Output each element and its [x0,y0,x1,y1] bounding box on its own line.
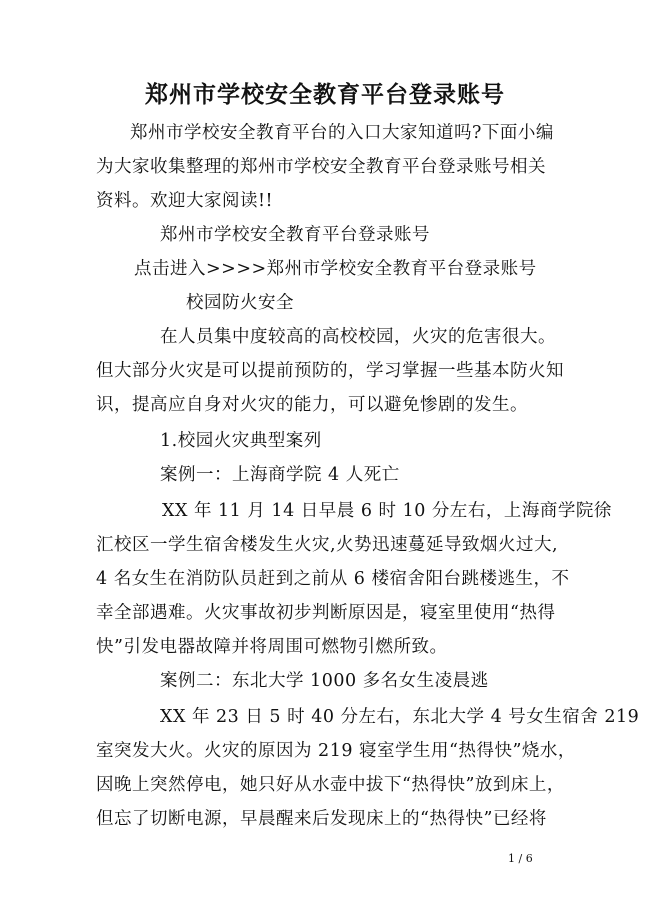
case1-line: 汇校区一学生宿舍楼发生火灾,火势迅速蔓延导致烟火过大, [96,535,559,555]
case1-line: 快”引发电器故障并将周围可燃物引燃所致。 [96,637,448,657]
page-number: 1 / 6 [508,852,533,865]
case1-heading: 案例一：上海商学院 4 人死亡 [160,465,400,485]
subheading: 郑州市学校安全教育平台登录账号 [160,225,430,245]
case1-line: 4 名女生在消防队员赶到之前从 6 楼宿舍阳台跳楼逃生，不 [96,569,570,589]
case2-line: 因晚上突然停电，她只好从水壶中拔下“热得快”放到床上， [96,775,565,795]
intro-line: 为大家收集整理的郑州市学校安全教育平台登录账号相关 [96,157,546,177]
case2-line: XX 年 23 日 5 时 40 分左右，东北大学 4 号女生宿舍 219 [160,707,640,727]
document-title: 郑州市学校安全教育平台登录账号 [145,81,505,108]
case2-heading: 案例二：东北大学 1000 多名女生凌晨逃 [160,671,489,691]
case1-line: 幸全部遇难。火灾事故初步判断原因是，寝室里使用“热得 [96,603,556,623]
section-heading: 校园防火安全 [186,293,294,313]
case2-line: 但忘了切断电源，早晨醒来后发现床上的“热得快”已经将 [96,809,547,829]
paragraph-line: 在人员集中度较高的高校校园，火灾的危害很大。 [160,327,556,347]
item-heading: 1.校园火灾典型案列 [160,431,322,451]
intro-line: 郑州市学校安全教育平台的入口大家知道吗?下面小编 [130,123,554,143]
case1-line: XX 年 11 月 14 日早晨 6 时 10 分左右，上海商学院徐 [162,501,612,521]
case2-line: 室突发大火。火灾的原因为 219 寝室学生用“热得快”烧水， [96,741,576,761]
paragraph-line: 但大部分火灾是可以提前预防的，学习掌握一些基本防火知 [96,361,564,381]
intro-line: 资料。欢迎大家阅读!! [96,191,274,211]
paragraph-line: 识，提高应自身对火灾的能力，可以避免惨剧的发生。 [96,395,528,415]
platform-link[interactable]: 点击进入>>>>郑州市学校安全教育平台登录账号 [134,259,537,279]
